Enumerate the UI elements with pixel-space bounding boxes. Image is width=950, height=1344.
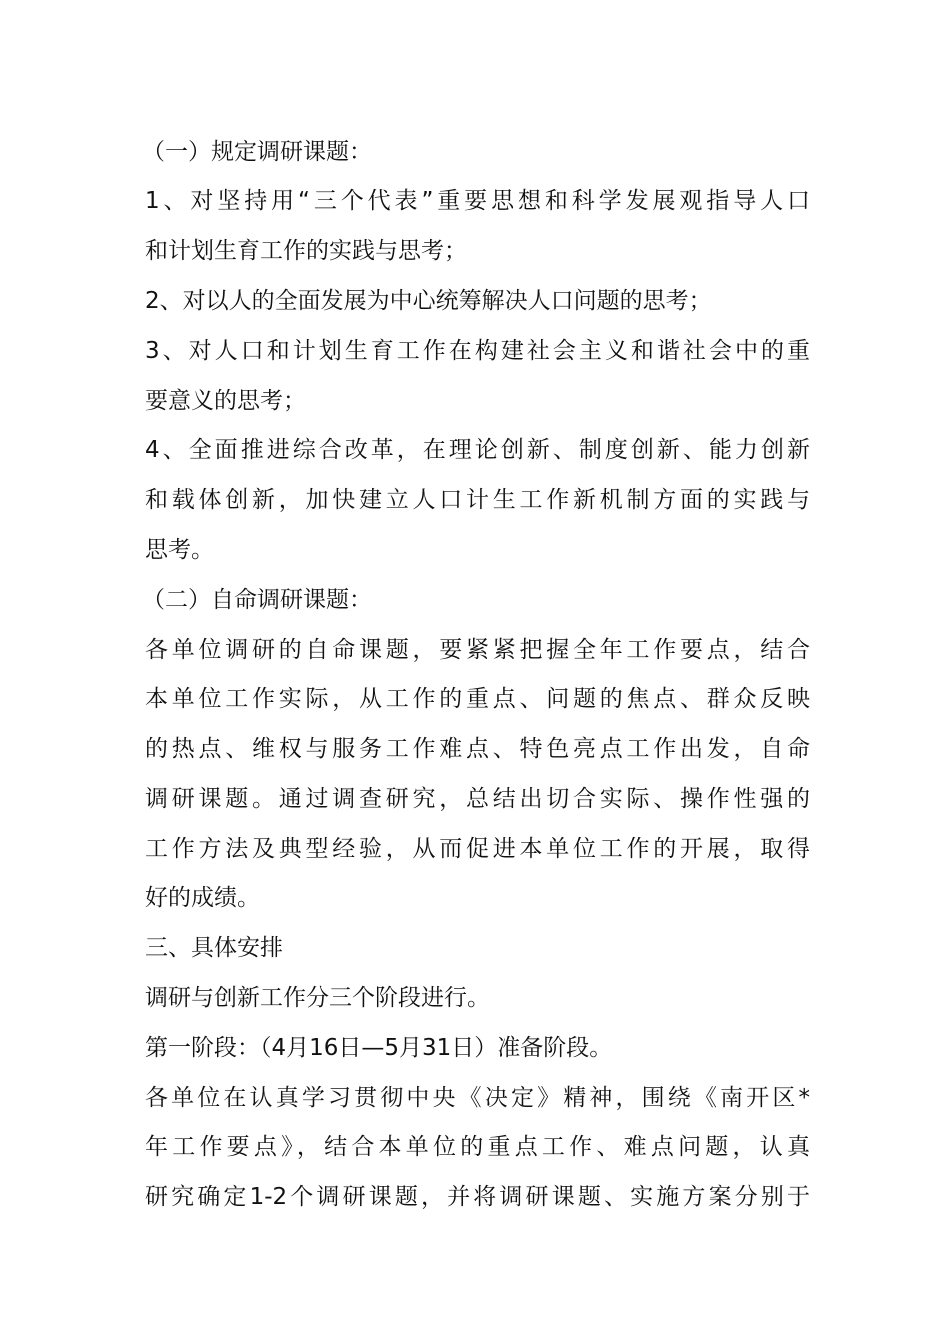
text-line: 3、对人口和计划生育工作在构建社会主义和谐社会中的重: [145, 338, 810, 364]
text-line: 本单位工作实际，从工作的重点、问题的焦点、群众反映: [145, 686, 810, 712]
section-heading-prescribed-topics: （一）规定调研课题：: [142, 139, 372, 165]
text-line: 各单位调研的自命课题，要紧紧把握全年工作要点，结合: [145, 637, 810, 663]
text-line: 2、对以人的全面发展为中心统筹解决人口问题的思考；: [145, 288, 712, 314]
text-line: 和载体创新，加快建立人口计生工作新机制方面的实践与: [145, 487, 810, 513]
text-line: 和计划生育工作的实践与思考；: [145, 238, 467, 264]
text-line: 各单位在认真学习贯彻中央《决定》精神，围绕《南开区*: [145, 1085, 810, 1111]
text-line: 好的成绩。: [145, 885, 260, 911]
section-heading-self-chosen-topics: （二）自命调研课题：: [142, 587, 372, 613]
text-line: 要意义的思考；: [145, 388, 306, 414]
text-line: 调研与创新工作分三个阶段进行。: [145, 985, 490, 1011]
text-line: 调研课题。通过调查研究，总结出切合实际、操作性强的: [145, 786, 810, 812]
section-heading-arrangements: 三、具体安排: [145, 935, 283, 961]
text-line: 研究确定1-2个调研课题，并将调研课题、实施方案分别于: [145, 1184, 810, 1210]
text-line-phase-one: 第一阶段：（4月16日—5月31日）准备阶段。: [145, 1035, 613, 1061]
text-line: 工作方法及典型经验，从而促进本单位工作的开展，取得: [145, 836, 810, 862]
text-line: 的热点、维权与服务工作难点、特色亮点工作出发，自命: [145, 736, 810, 762]
text-line: 年工作要点》，结合本单位的重点工作、难点问题，认真: [145, 1134, 810, 1160]
text-line: 思考。: [145, 537, 214, 563]
text-line: 1、对坚持用“三个代表”重要思想和科学发展观指导人口: [145, 188, 810, 214]
text-line: 4、全面推进综合改革，在理论创新、制度创新、能力创新: [145, 437, 810, 463]
